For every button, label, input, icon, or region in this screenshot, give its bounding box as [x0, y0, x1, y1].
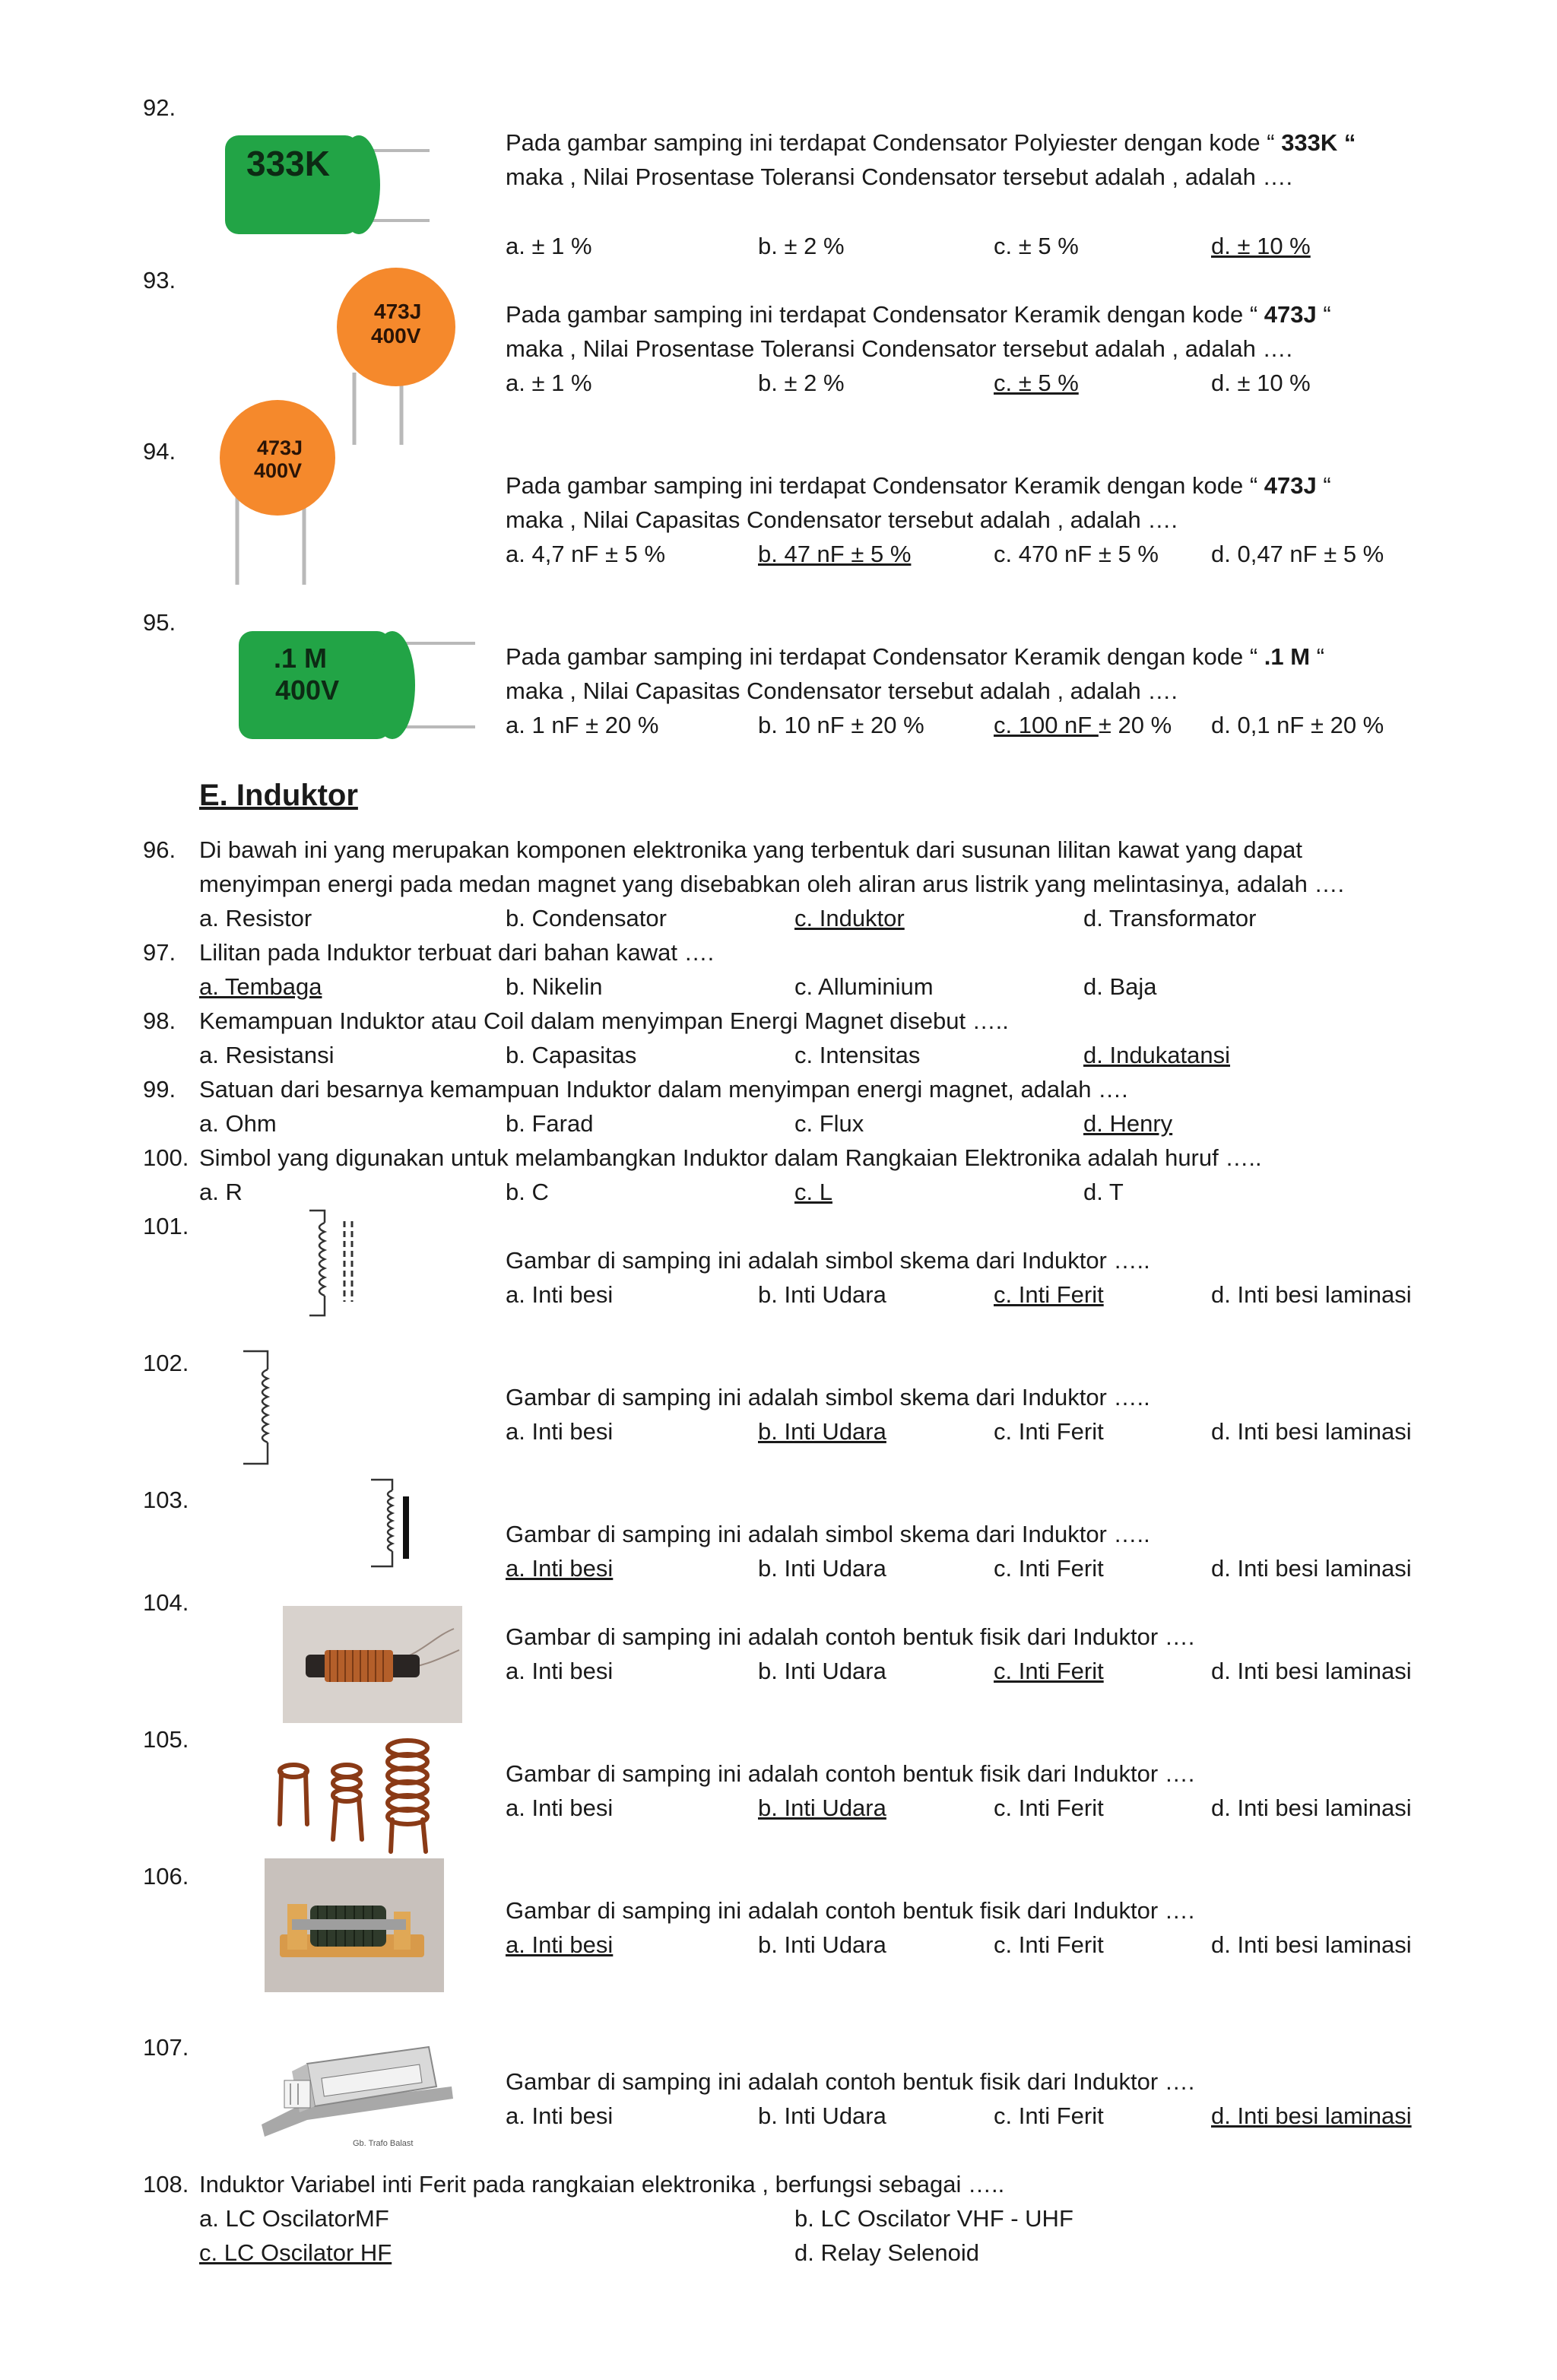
- option-a[interactable]: a. LC OscilatorMF: [199, 2205, 389, 2232]
- question-number: 92.: [143, 94, 176, 121]
- question-text: maka , Nilai Capasitas Condensator tersebut adalah , adalah ….: [506, 678, 1178, 704]
- question-text: Induktor Variabel inti Ferit pada rangkaian elektronika , berfungsi sebagai …..: [199, 2171, 1005, 2198]
- option-a[interactable]: a. R: [199, 1179, 243, 1205]
- option-a[interactable]: a. Inti besi: [506, 1658, 614, 1684]
- option-b[interactable]: b. Condensator: [506, 905, 667, 931]
- option-d-correct[interactable]: d. Inti besi laminasi: [1211, 2102, 1412, 2129]
- question-number: 103.: [143, 1487, 189, 1513]
- option-c[interactable]: c. ± 5 %: [994, 233, 1079, 259]
- option-d[interactable]: d. Inti besi laminasi: [1211, 1795, 1412, 1821]
- option-d[interactable]: d. 0,1 nF ± 20 %: [1211, 712, 1384, 738]
- question-text: Pada gambar samping ini terdapat Condensator Keramik dengan kode “ 473J “: [506, 301, 1331, 328]
- question-text: Kemampuan Induktor atau Coil dalam menyimpan Energi Magnet disebut …..: [199, 1008, 1009, 1034]
- ballast-transformer-icon: [254, 2033, 459, 2155]
- option-a-correct[interactable]: a. Tembaga: [199, 973, 322, 1000]
- option-c-correct[interactable]: c. ± 5 %: [994, 370, 1079, 396]
- question-text: Gambar di samping ini adalah contoh bentuk fisik dari Induktor ….: [506, 1623, 1195, 1650]
- question-number: 100.: [143, 1144, 189, 1171]
- iron-core-solenoid-icon: [265, 1858, 444, 1992]
- capacitor-polyester-image: [220, 129, 441, 240]
- capacitor-ceramic-image: [220, 398, 342, 589]
- ferrite-rod-inductor-icon: [283, 1606, 462, 1723]
- option-a[interactable]: a. Resistor: [199, 905, 312, 931]
- capacitor-voltage-label: 400V: [254, 459, 303, 482]
- option-b[interactable]: b. Inti Udara: [758, 1658, 886, 1684]
- capacitor-code-label: 473J: [257, 436, 303, 459]
- option-d[interactable]: d. Inti besi laminasi: [1211, 1658, 1412, 1684]
- option-b[interactable]: b. C: [506, 1179, 549, 1205]
- option-b[interactable]: b. Farad: [506, 1110, 594, 1137]
- option-b[interactable]: b. ± 2 %: [758, 370, 845, 396]
- option-b[interactable]: b. Nikelin: [506, 973, 603, 1000]
- question-number: 107.: [143, 2034, 189, 2061]
- capacitor-voltage-label: 400V: [371, 324, 421, 347]
- option-d[interactable]: d. Baja: [1083, 973, 1157, 1000]
- inductor-laminated-core-photo: [254, 2033, 459, 2155]
- option-a[interactable]: a. ± 1 %: [506, 233, 592, 259]
- section-heading: E. Induktor: [199, 779, 358, 812]
- question-text: Di bawah ini yang merupakan komponen elektronika yang terbentuk dari susunan lilitan kawat yang dapat: [199, 836, 1303, 863]
- option-d[interactable]: d. Transformator: [1083, 905, 1257, 931]
- option-a[interactable]: a. ± 1 %: [506, 370, 592, 396]
- option-a[interactable]: a. Resistansi: [199, 1042, 335, 1068]
- question-text: Pada gambar samping ini terdapat Condensator Polyiester dengan kode “ 333K “: [506, 129, 1356, 156]
- option-c-correct[interactable]: c. Induktor: [794, 905, 905, 931]
- option-a[interactable]: a. Inti besi: [506, 1795, 614, 1821]
- question-number: 101.: [143, 1213, 189, 1239]
- air-core-coils-icon: [271, 1733, 444, 1855]
- capacitor-code-label: 473J: [374, 300, 422, 323]
- inductor-iron-core-symbol-icon: [369, 1477, 423, 1576]
- option-c[interactable]: c. Inti Ferit: [994, 1555, 1104, 1582]
- option-b[interactable]: b. Inti Udara: [758, 1931, 886, 1958]
- option-a[interactable]: a. Ohm: [199, 1110, 277, 1137]
- option-d[interactable]: d. 0,47 nF ± 5 %: [1211, 541, 1384, 567]
- option-c-correct[interactable]: c. LC Oscilator HF: [199, 2239, 392, 2266]
- question-number: 99.: [143, 1076, 176, 1103]
- option-c[interactable]: c. Inti Ferit: [994, 1931, 1104, 1958]
- option-d-correct[interactable]: d. Indukatansi: [1083, 1042, 1231, 1068]
- option-c[interactable]: c. Alluminium: [794, 973, 934, 1000]
- capacitor-code-label: .1 M: [274, 643, 328, 674]
- photo-caption: Gb. Trafo Balast: [353, 2139, 414, 2148]
- capacitor-film-image: [236, 627, 479, 744]
- option-c-correct[interactable]: c. 100 nF ± 20 %: [994, 712, 1172, 738]
- option-a[interactable]: a. 1 nF ± 20 %: [506, 712, 659, 738]
- inductor-ferrite-core-symbol-icon: [308, 1207, 369, 1322]
- option-c[interactable]: c. Flux: [794, 1110, 864, 1137]
- question-text: maka , Nilai Capasitas Condensator tersebut adalah , adalah ….: [506, 506, 1178, 533]
- question-text: Satuan dari besarnya kemampuan Induktor dalam menyimpan energi magnet, adalah ….: [199, 1076, 1128, 1103]
- option-b[interactable]: b. 10 nF ± 20 %: [758, 712, 924, 738]
- question-text: Pada gambar samping ini terdapat Condensator Keramik dengan kode “ 473J “: [506, 472, 1331, 499]
- option-b[interactable]: b. Inti Udara: [758, 2102, 886, 2129]
- option-c[interactable]: c. 470 nF ± 5 %: [994, 541, 1159, 567]
- option-d[interactable]: d. Inti besi laminasi: [1211, 1555, 1412, 1582]
- question-text: Gambar di samping ini adalah contoh bentuk fisik dari Induktor ….: [506, 1897, 1195, 1924]
- question-number: 106.: [143, 1863, 189, 1890]
- question-number: 94.: [143, 438, 176, 465]
- question-text: maka , Nilai Prosentase Toleransi Condensator tersebut adalah , adalah ….: [506, 163, 1293, 190]
- question-number: 96.: [143, 836, 176, 863]
- question-text: Gambar di samping ini adalah simbol skema dari Induktor …..: [506, 1247, 1150, 1274]
- option-d[interactable]: d. T: [1083, 1179, 1124, 1205]
- question-text: Lilitan pada Induktor terbuat dari bahan kawat ….: [199, 939, 715, 966]
- question-text: maka , Nilai Prosentase Toleransi Condensator tersebut adalah , adalah ….: [506, 335, 1293, 362]
- question-number: 102.: [143, 1350, 189, 1376]
- option-b[interactable]: b. ± 2 %: [758, 233, 845, 259]
- question-number: 93.: [143, 267, 176, 294]
- option-b-correct[interactable]: b. Inti Udara: [758, 1795, 886, 1821]
- question-number: 97.: [143, 939, 176, 966]
- question-number: 104.: [143, 1589, 189, 1616]
- option-d-correct[interactable]: d. ± 10 %: [1211, 233, 1311, 259]
- option-c[interactable]: c. Inti Ferit: [994, 2102, 1104, 2129]
- option-d[interactable]: d. Inti besi laminasi: [1211, 1281, 1412, 1308]
- option-a-correct[interactable]: a. Inti besi: [506, 1555, 614, 1582]
- question-text: Pada gambar samping ini terdapat Condensator Keramik dengan kode “ .1 M “: [506, 643, 1325, 670]
- capacitor-voltage-label: 400V: [275, 674, 340, 706]
- option-a[interactable]: a. Inti besi: [506, 2102, 614, 2129]
- option-b[interactable]: b. Inti Udara: [758, 1555, 886, 1582]
- question-number: 108.: [143, 2171, 189, 2198]
- question-number: 98.: [143, 1008, 176, 1034]
- question-text: Simbol yang digunakan untuk melambangkan Induktor dalam Rangkaian Elektronika adalah huruf …..: [199, 1144, 1262, 1171]
- inductor-ferrite-photo: [283, 1606, 462, 1723]
- question-text: Gambar di samping ini adalah simbol skema dari Induktor …..: [506, 1521, 1150, 1547]
- option-d[interactable]: d. ± 10 %: [1211, 370, 1311, 396]
- option-b-correct[interactable]: b. 47 nF ± 5 %: [758, 541, 912, 567]
- question-text: Gambar di samping ini adalah simbol skema dari Induktor …..: [506, 1384, 1150, 1411]
- capacitor-ceramic-icon: [331, 266, 461, 449]
- question-number: 105.: [143, 1726, 189, 1753]
- question-text: Gambar di samping ini adalah contoh bentuk fisik dari Induktor ….: [506, 1760, 1195, 1787]
- option-a[interactable]: a. 4,7 nF ± 5 %: [506, 541, 666, 567]
- capacitor-ceramic-image: [331, 266, 461, 449]
- option-b[interactable]: b. Capasitas: [506, 1042, 637, 1068]
- option-a[interactable]: a. Inti besi: [506, 1281, 614, 1308]
- option-c[interactable]: c. Inti Ferit: [994, 1795, 1104, 1821]
- inductor-air-core-symbol-icon: [242, 1348, 295, 1470]
- capacitor-ceramic-icon: [220, 398, 342, 589]
- option-b-correct[interactable]: b. Inti Udara: [758, 1418, 886, 1445]
- option-d-correct[interactable]: d. Henry: [1083, 1110, 1173, 1137]
- question-text: Gambar di samping ini adalah contoh bentuk fisik dari Induktor ….: [506, 2068, 1195, 2095]
- option-a-correct[interactable]: a. Inti besi: [506, 1931, 614, 1958]
- option-c-correct[interactable]: c. Inti Ferit: [994, 1658, 1104, 1684]
- option-c[interactable]: c. Inti Ferit: [994, 1418, 1104, 1445]
- option-d[interactable]: d. Inti besi laminasi: [1211, 1418, 1412, 1445]
- question-number: 95.: [143, 609, 176, 636]
- capacitor-code-label: 333K: [246, 144, 330, 183]
- option-b[interactable]: b. Inti Udara: [758, 1281, 886, 1308]
- option-c[interactable]: c. Intensitas: [794, 1042, 921, 1068]
- question-text: menyimpan energi pada medan magnet yang disebabkan oleh aliran arus listrik yang melintasinya, adalah ….: [199, 871, 1345, 897]
- option-c-correct[interactable]: c. Inti Ferit: [994, 1281, 1104, 1308]
- option-d[interactable]: d. Inti besi laminasi: [1211, 1931, 1412, 1958]
- option-c-correct[interactable]: c. L: [794, 1179, 832, 1205]
- option-d[interactable]: d. Relay Selenoid: [794, 2239, 979, 2266]
- inductor-iron-core-photo: [265, 1858, 444, 1992]
- option-b[interactable]: b. LC Oscilator VHF - UHF: [794, 2205, 1073, 2232]
- capacitor-film-icon: [236, 627, 479, 744]
- inductor-air-core-photo: [271, 1733, 444, 1855]
- option-a[interactable]: a. Inti besi: [506, 1418, 614, 1445]
